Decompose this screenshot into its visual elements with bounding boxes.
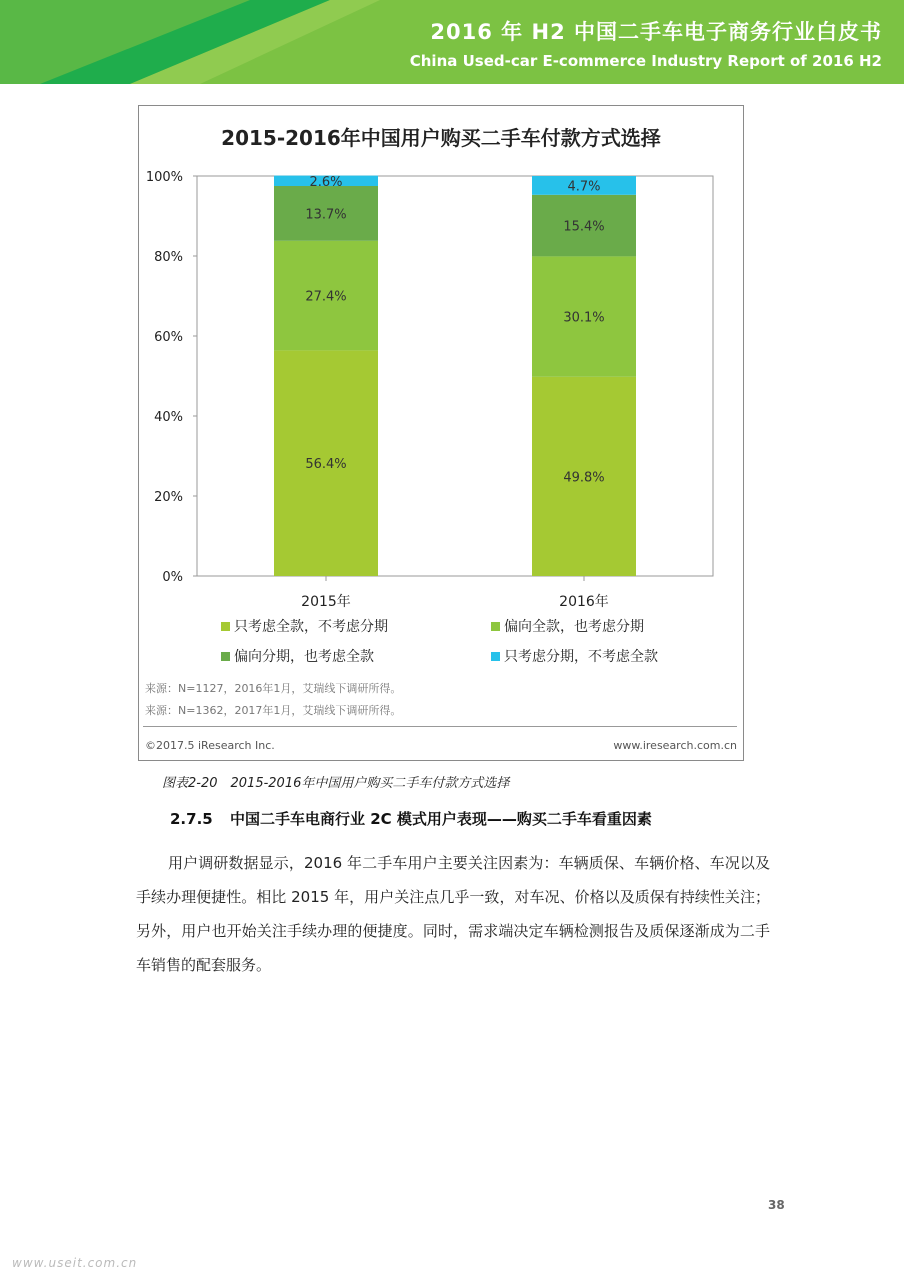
chart-title: 2015-2016年中国用户购买二手车付款方式选择 [221,126,661,150]
section-number: 2.7.5 [170,810,213,828]
legend-swatch [491,652,500,661]
legend-item-prefer-full [491,616,644,636]
legend-label: 偏向全款，也考虑分期 [504,619,644,635]
header-title: 2016 年 H2 中国二手车电子商务行业白皮书 [430,20,882,44]
y-tick-label: 60% [154,330,183,345]
y-tick-label: 20% [154,490,183,505]
legend-item-prefer-installment [221,646,374,666]
page-number: 38 [768,1198,785,1212]
body-paragraph: 用户调研数据显示，2016 年二手车用户主要关注因素为：车辆质保、车辆价格、车况以及手续办理便捷性。相比 2015 年，用户关注点几乎一致，对车况、价格以及质保有持续性关注；另外，用户也开始关注手续办理的便捷度。同时，需求端决定车辆检测报告及质保逐渐成为二手车销售的配套服务。 [136,854,770,974]
header-subtitle: China Used-car E-commerce Industry Report of 2016 H2 [409,52,882,70]
legend-label: 只考虑分期，不考虑全款 [504,649,658,665]
page-header [0,0,904,84]
legend-swatch [221,652,230,661]
source-note-2017: 来源：N=1362，2017年1月，艾瑞线下调研所得。 [145,704,402,717]
figure-divider [143,726,737,727]
legend-item-installment-only [491,646,658,666]
data-label: 27.4% [305,289,347,305]
y-tick-label: 80% [154,250,183,265]
x-tick-label: 2015年 [301,594,351,610]
legend-label: 偏向分期，也考虑全款 [234,649,374,665]
legend-swatch [221,622,230,631]
watermark: www.useit.com.cn [12,1256,138,1270]
chart-figure [138,105,744,761]
site-url: www.iresearch.com.cn [613,739,737,752]
x-tick-label: 2016年 [559,594,609,610]
section-heading [170,808,652,829]
data-label: 30.1% [563,310,605,326]
legend-item-full-payment-only [221,616,388,636]
legend-swatch [491,622,500,631]
legend-label: 只考虑全款，不考虑分期 [234,619,388,635]
section-title: 中国二手车电商行业 2C 模式用户表现——购买二手车看重因素 [230,810,652,828]
stacked-bar-chart [139,106,743,626]
y-tick-label: 0% [162,570,183,585]
source-note-2016: 来源：N=1127，2016年1月，艾瑞线下调研所得。 [145,682,402,695]
data-label: 15.4% [563,219,605,235]
data-label: 56.4% [305,457,347,473]
copyright: ©2017.5 iResearch Inc. [145,739,275,752]
data-label: 13.7% [305,207,347,223]
data-label: 4.7% [567,179,601,195]
figure-caption: 图表2-20 2015-2016年中国用户购买二手车付款方式选择 [162,776,510,791]
data-label: 2.6% [309,174,343,190]
y-tick-label: 40% [154,410,183,425]
y-tick-label: 100% [145,170,183,185]
data-label: 49.8% [563,470,605,486]
